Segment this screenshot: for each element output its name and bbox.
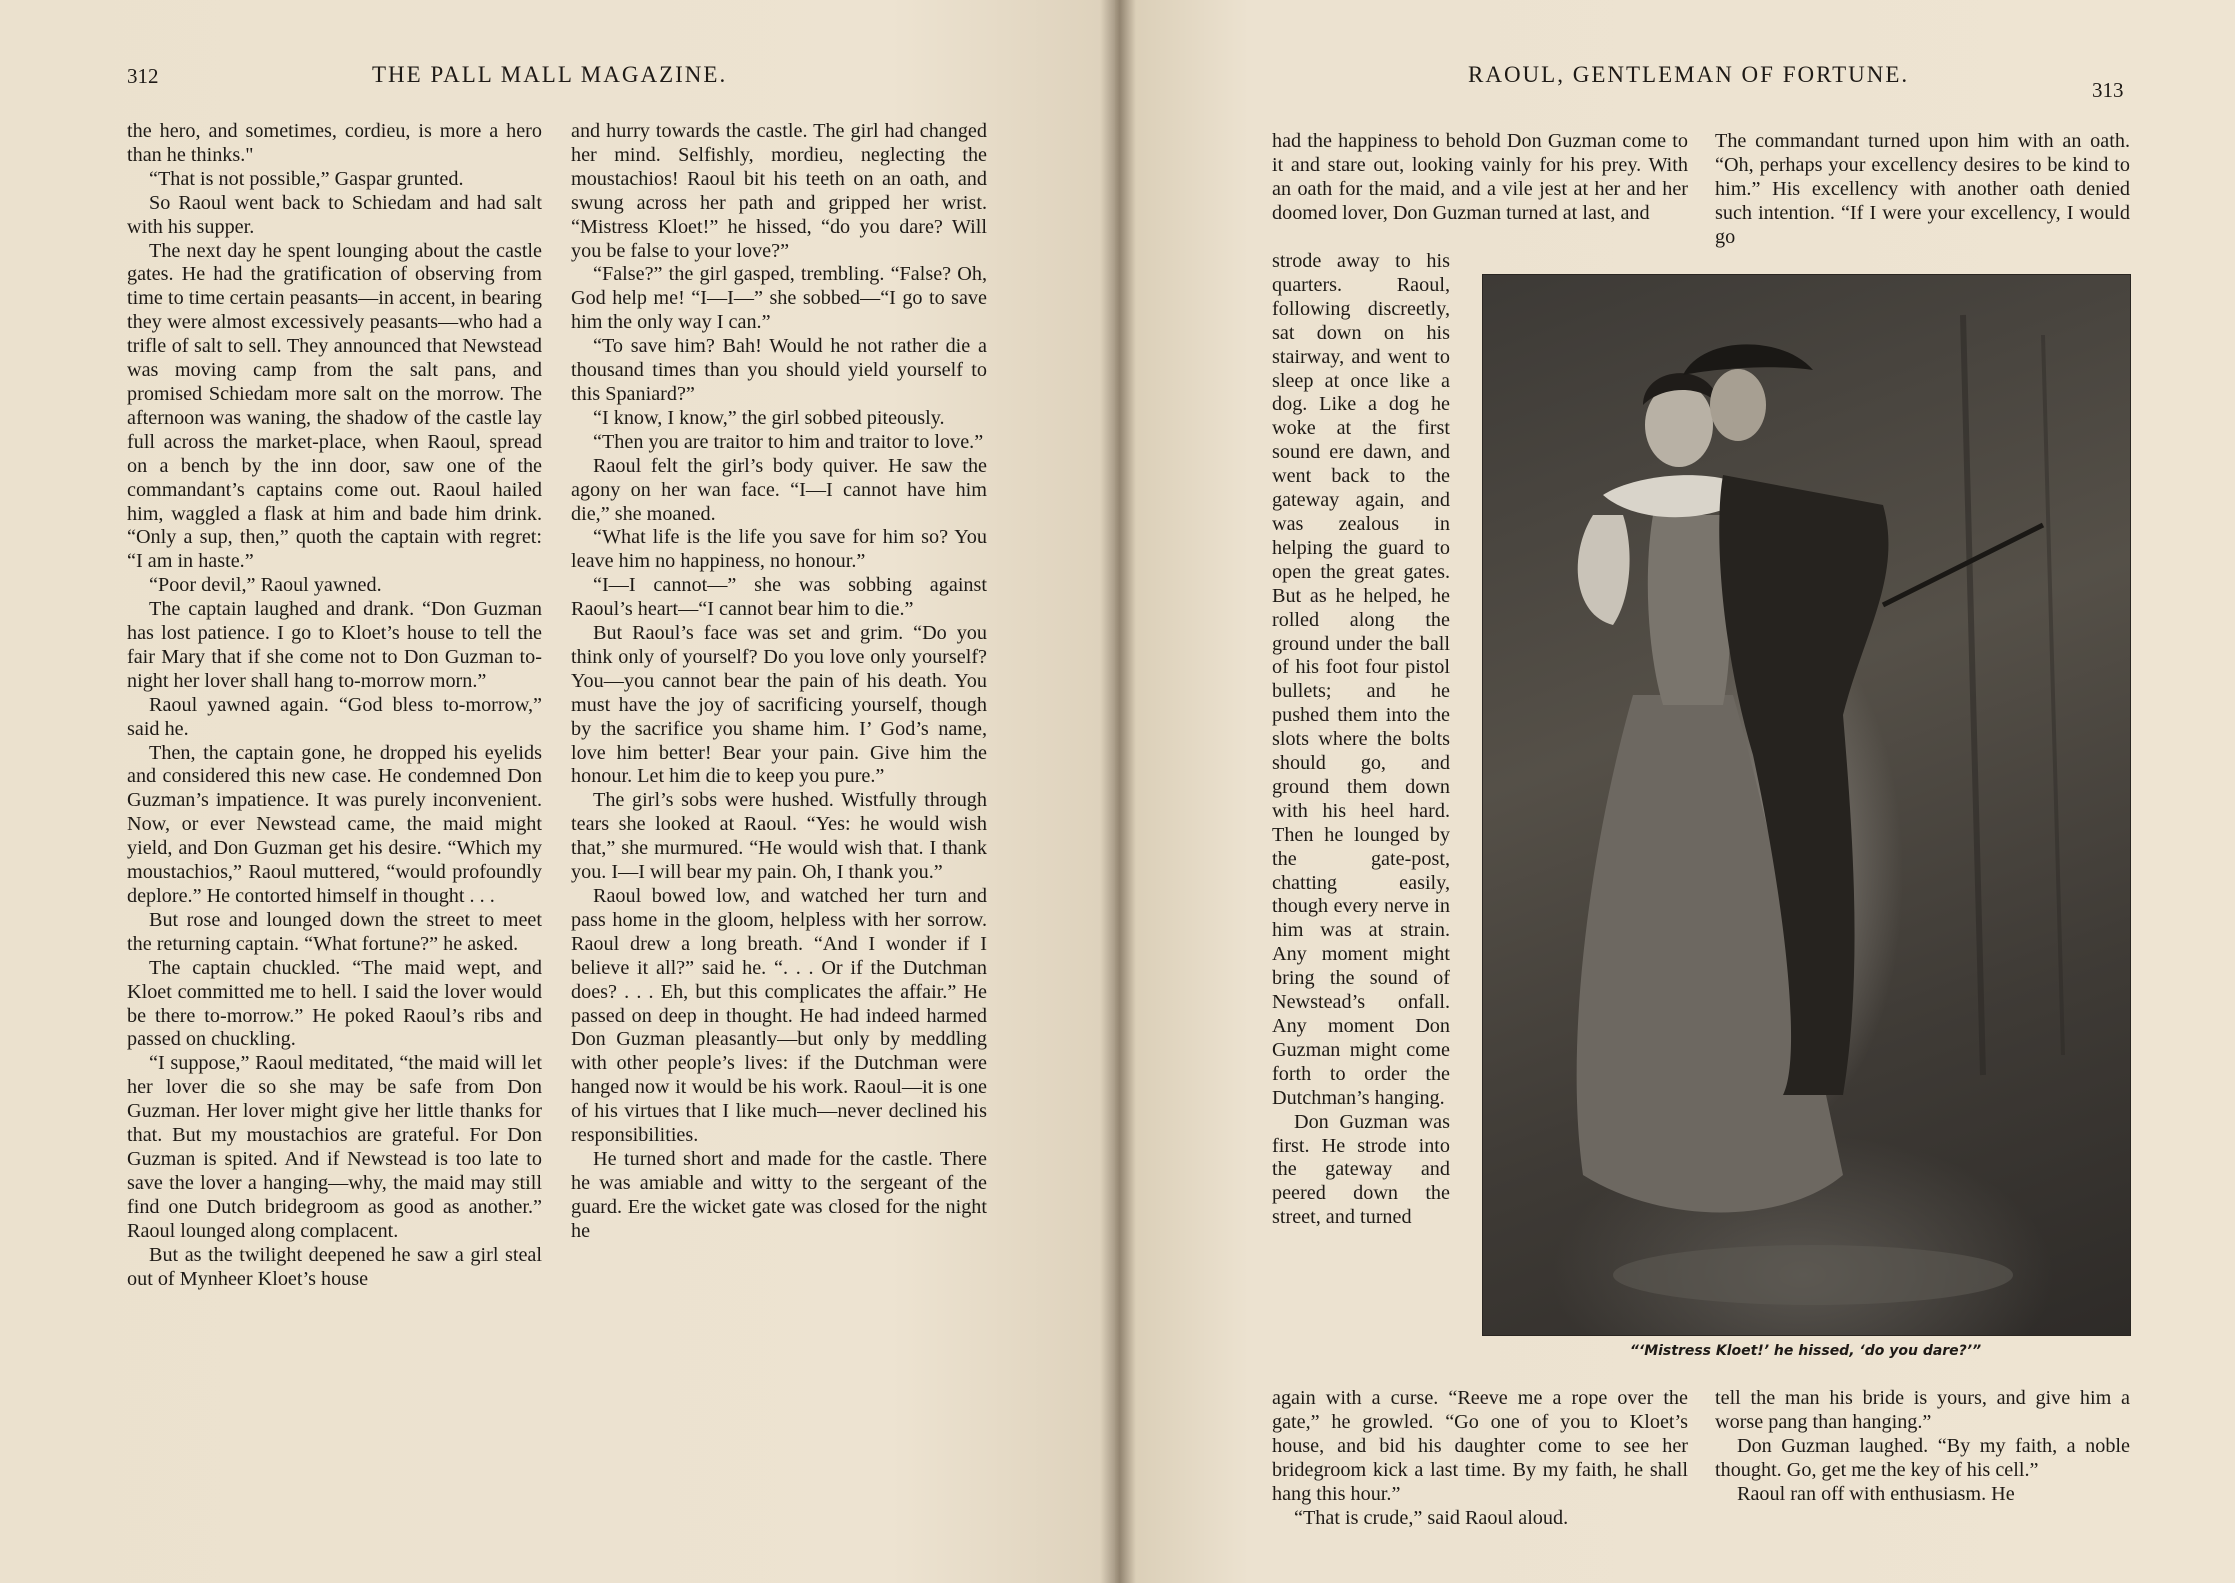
paragraph: The next day he spent lounging about the castle gates. He had the gratification of observing from time to time certain peasants—in accent, in bearing they were almost excessively peasants—who had a trifle of salt to sell. They announced that Newstead was moving camp from the salt pans, and promised Schiedam more salt on the morrow. The afternoon was waning, the shadow of the castle lay full across the market-place, when Raoul, spread on a bench by the inn door, saw one of the commandant’s captains come out. Raoul hailed him, waggled a flask at him and bade him drink. “Only a sup, then,” quoth the captain with regret: “I am in haste.” [127,239,542,573]
paragraph: “That is not possible,” Gaspar grunted. [149,167,464,190]
paragraph: But rose and lounged down the street to meet the returning captain. “What fortune?” he asked. [127,908,542,955]
page-number-left: 312 [127,64,159,88]
paragraph: Don Guzman was first. He strode into the gateway and peered down the street, and turned [1272,1110,1450,1229]
right-top-column-right [1715,130,2130,250]
right-narrow-column [1272,250,1450,1230]
running-head-right: RAOUL, GENTLEMAN OF FORTUNE. [1468,62,1910,87]
gutter-fold [1100,0,1136,1583]
page-number-right: 313 [2092,78,2124,102]
paragraph: The captain chuckled. “The maid wept, and Kloet committed me to hell. I said the lover would be there to-morrow.” He poked Raoul’s ribs and passed on chuckling. [127,956,542,1051]
paragraph: The captain laughed and drank. “Don Guzman has lost patience. I go to Kloet’s house to tell the fair Mary that if she come not to Don Guzman to-night her lover shall hang to-morrow morn.” [127,598,542,692]
paragraph: “Then you are traitor to him and traitor to love.” [593,430,984,453]
paragraph: So Raoul went back to Schiedam and had salt with his supper. [127,191,542,238]
right-bottom-column-right [1715,1387,2130,1507]
paragraph: Raoul ran off with enthusiasm. He [1737,1482,2015,1505]
paragraph: “Poor devil,” Raoul yawned. [149,574,382,597]
paragraph: strode away to his quarters. Raoul, following discreetly, sat down on his stairway, and went to sleep at once like a dog. Like a dog he woke at the first sound ere dawn, and went back to the gateway again, and was zealous in helping the guard to open the great gates. But as he helped, he rolled along the ground under the ball of his foot four pistol bullets; and he pushed them into the slots where the bolts should go, and ground them down with his heel hard. Then he lounged by the gate-post, chatting easily, though every nerve in him was at strain. Any moment might bring the sound of Newstead’s onfall. Any moment Don Guzman might come forth to order the Dutchman’s hanging. [1272,250,1450,1109]
left-column-2 [571,120,987,1244]
running-head-left: THE PALL MALL MAGAZINE. [372,62,728,87]
illustration-caption: “‘Mistress Kloet!’ he hissed, ‘do you dare?’” [1629,1343,1982,1359]
paragraph: But Raoul’s face was set and grim. “Do you think only of yourself? Do you love only yourself? You—you cannot bear the pain of his death. You must have the joy of sacrificing yourself, though by the sacrifice you shame him. I’ God’s name, love him better! Bear your pain. Give him the honour. Let him die to keep you pure.” [571,622,987,788]
paragraph: the hero, and sometimes, cordieu, is more a hero than he thinks." [127,120,542,166]
right-top-column-left [1272,130,1688,250]
paragraph: But as the twilight deepened he saw a girl steal out of Mynheer Kloet’s house [127,1243,542,1290]
paragraph: “What life is the life you save for him so? You leave him no happiness, no honour.” [571,526,987,573]
paragraph: “False?” the girl gasped, trembling. “False? Oh, God help me! “I—I—” she sobbed—“I go to save him the only way I can.” [571,263,987,334]
paragraph: “That is crude,” said Raoul aloud. [1294,1506,1569,1529]
paragraph: again with a curse. “Reeve me a rope over the gate,” he growled. “Go one of you to Kloet’s house, and bid his daughter come to see her bridegroom kick a last time. By my faith, he shall hang this hour.” [1272,1387,1688,1505]
paragraph: “I know, I know,” the girl sobbed piteously. [593,406,945,429]
paragraph: The commandant turned upon him with an oath. “Oh, perhaps your excellency desires to be kind to him.” His excellency with another oath denied such intention. “If I were your excellency, I would go [1715,130,2130,248]
left-column-1 [127,120,542,1291]
paragraph: Then, the captain gone, he dropped his eyelids and considered this new case. He condemned Don Guzman’s impatience. It was purely inconvenient. Now, or ever Newstead came, the maid might yield, and Don Guzman get his desire. “Which my moustachios,” Raoul muttered, “would profoundly deplore.” He contorted himself in thought . . . [127,741,542,907]
paragraph: had the happiness to behold Don Guzman come to it and stare out, looking vainly for his prey. With an oath for the maid, and a vile jest at her and her doomed lover, Don Guzman turned at last, and [1272,130,1688,224]
illustration [1482,274,2131,1336]
paragraph: Raoul felt the girl’s body quiver. He saw the agony on her wan face. “I—I cannot have him die,” she moaned. [571,454,987,525]
paragraph: Raoul bowed low, and watched her turn and pass home in the gloom, helpless with her sorrow. Raoul drew a long breath. “And I wonder if I believe it all?” said he. “. . . Or if the Dutchman does? . . . Eh, but this complicates the affair.” He passed on deep in thought. He had indeed harmed Don Guzman pleasantly—but only by meddling with other people’s lives: if the Dutchman were hanged now it would be his work. Raoul—it is one of his virtues that I like much—never declined his responsibilities. [571,885,987,1147]
paragraph: “I suppose,” Raoul meditated, “the maid will let her lover die so she may be safe from Don Guzman. Her lover might give her little thanks for that. But my moustachios are grateful. For Don Guzman is spited. And if Newstead is too late to save the lover a hanging—why, the maid may still find one Dutch bridegroom as good as another.” Raoul lounged along complacent. [127,1052,542,1242]
paragraph: Don Guzman laughed. “By my faith, a noble thought. Go, get me the key of his cell.” [1715,1434,2130,1481]
illustration-drawing [1483,275,2130,1335]
paragraph: and hurry towards the castle. The girl had changed her mind. Selfishly, mordieu, neglecting the moustachios! Raoul bit his teeth on an oath, and swung across her path and gripped her wrist. “Mistress Kloet!” he hissed, “do you dare? Will you be false to your love?” [571,120,987,262]
paragraph: Raoul yawned again. “God bless to-morrow,” said he. [127,693,542,740]
paragraph: “To save him? Bah! Would he not rather die a thousand times than you should yield yourself to this Spaniard?” [571,335,987,405]
paragraph: He turned short and made for the castle. There he was amiable and witty to the sergeant of the guard. Ere the wicket gate was closed for the night he [571,1147,987,1242]
right-bottom-column-left [1272,1387,1688,1530]
paragraph: tell the man his bride is yours, and give him a worse pang than hanging.” [1715,1387,2130,1433]
paragraph: The girl’s sobs were hushed. Wistfully through tears she looked at Raoul. “Yes: he would wish that,” she murmured. “He would wish that. I thank you. I—I will bear my pain. Oh, I thank you.” [571,789,987,884]
paragraph: “I—I cannot—” she was sobbing against Raoul’s heart—“I cannot bear him to die.” [571,574,987,621]
